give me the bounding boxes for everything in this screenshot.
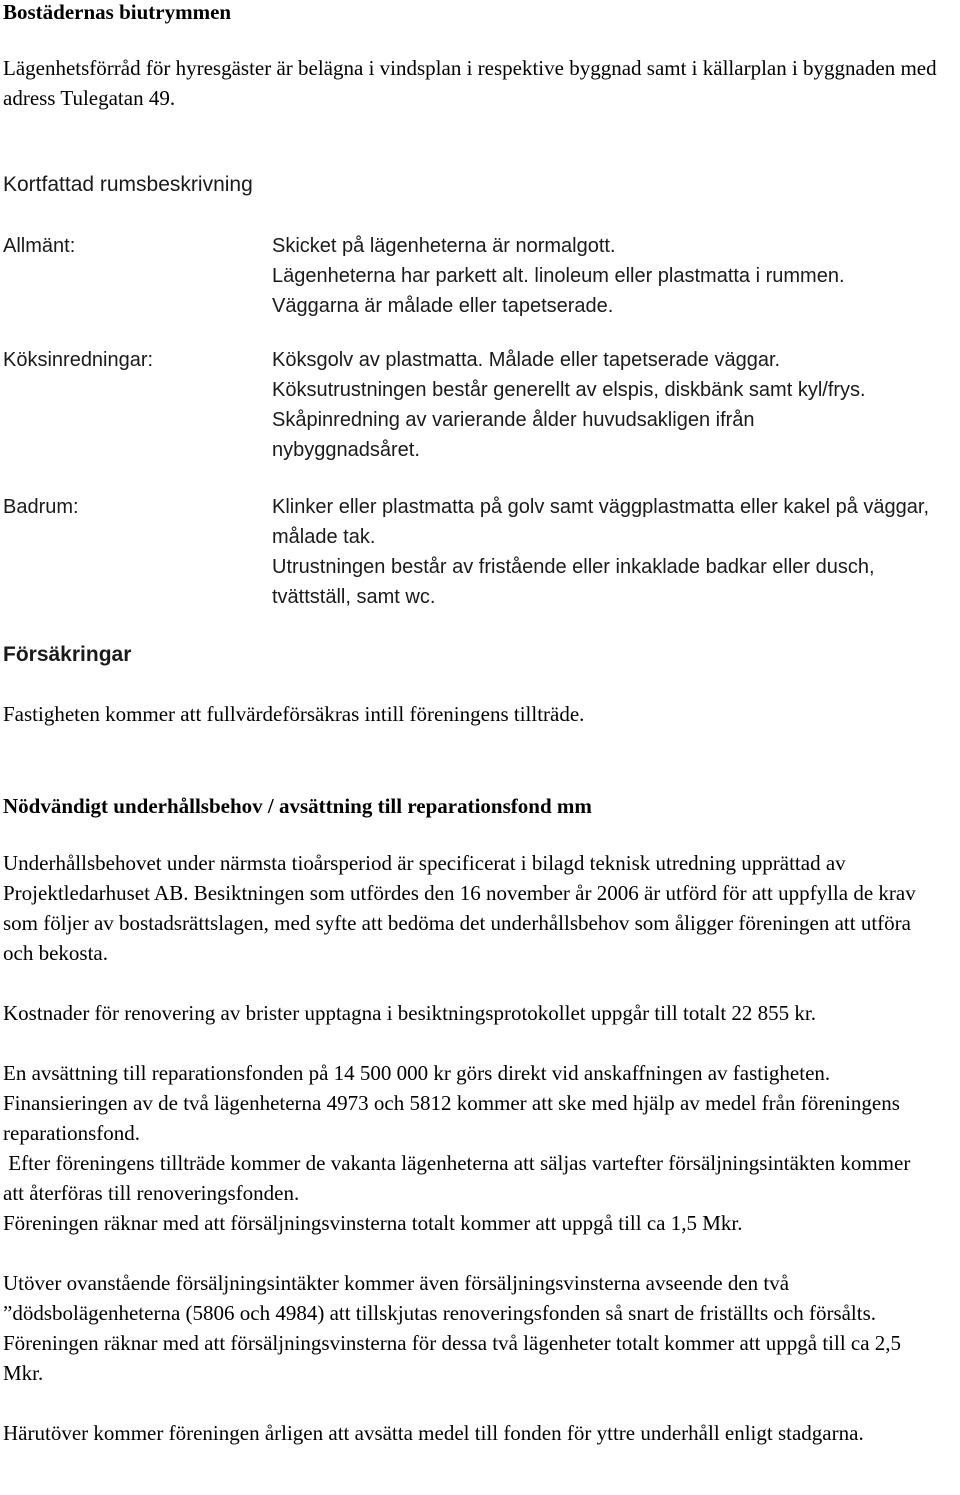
paragraph: Utöver ovanstående försäljningsintäkter kommer även försäljningsvinsterna avseende den två ”dödsbolägenheterna (5806 och 4984) att tillskjutas renoveringsfonden så snart de friställts och försålts. Föreningen räknar med att försäljningsvinsterna för dessa två lägenheter totalt kommer att uppgå till ca 2,5 Mkr.	[3, 1271, 902, 1385]
paragraph: Efter föreningens tillträde kommer de vakanta lägenheterna att säljas vartefter försäljningsintäkten kommer att återföras till renoveringsfonden.	[3, 1151, 916, 1205]
paragraph: Kostnader för renovering av brister upptagna i besiktningsprotokollet uppgår till totalt 22 855 kr.	[3, 1001, 817, 1025]
room-label: Badrum:	[3, 496, 79, 518]
section-rumsbeskrivning	[3, 170, 957, 200]
section-underhall	[3, 791, 957, 821]
room-description	[272, 345, 942, 465]
section-heading: Bostädernas biutrymmen	[3, 0, 232, 24]
room-description	[272, 231, 942, 321]
paragraph: Fastigheten kommer att fullvärdeförsäkras intill föreningens tillträde.	[3, 702, 585, 726]
section-underhall-body	[3, 848, 933, 1448]
paragraph: Underhållsbehovet under närmsta tioårsperiod är specificerat i bilagd teknisk utredning upprättad av Projektledarhuset AB. Besiktningen som utfördes den 16 november år 2006 är utförd för att uppfylla de krav som följer av bostadsrättslagen, med syfte att bedöma det underhållsbehov som åligger föreningen att utföra och bekosta.	[3, 851, 916, 965]
section-heading: Kortfattad rumsbeskrivning	[3, 173, 253, 196]
room-description	[272, 492, 942, 612]
section-biutrymmen-body	[3, 53, 953, 113]
section-forsakringar-body	[3, 699, 957, 729]
description-line: Köksgolv av plastmatta. Målade eller tapetserade väggar.	[272, 349, 781, 371]
paragraph: Härutöver kommer föreningen årligen att avsätta medel till fonden för yttre underhåll enligt stadgarna.	[3, 1421, 864, 1445]
section-biutrymmen	[3, 0, 957, 27]
description-line: Skicket på lägenheterna är normalgott.	[272, 235, 616, 257]
room-label: Allmänt:	[3, 235, 76, 257]
description-line: Köksutrustningen består generellt av elspis, diskbänk samt kyl/frys.	[272, 379, 866, 401]
paragraph: Lägenhetsförråd för hyresgäster är belägna i vindsplan i respektive byggnad samt i källarplan i byggnaden med adress Tulegatan 49.	[3, 56, 937, 110]
description-line: Väggarna är målade eller tapetserade.	[272, 295, 614, 317]
description-line: Klinker eller plastmatta på golv samt väggplastmatta eller kakel på väggar, målade tak.	[272, 496, 930, 548]
room-label: Köksinredningar:	[3, 349, 154, 371]
section-heading: Försäkringar	[3, 643, 132, 666]
description-line: Skåpinredning av varierande ålder huvudsakligen ifrån nybyggnadsåret.	[272, 409, 755, 461]
paragraph: Föreningen räknar med att försäljningsvinsterna totalt kommer att uppgå till ca 1,5 Mkr.	[3, 1211, 743, 1235]
description-line: Utrustningen består av fristående eller inkaklade badkar eller dusch, tvättställ, samt wc.	[272, 556, 875, 608]
section-forsakringar	[3, 640, 957, 670]
paragraph: En avsättning till reparationsfonden på 14 500 000 kr görs direkt vid anskaffningen av fastigheten. Finansieringen av de två lägenheterna 4973 och 5812 kommer att ske med hjälp av medel från föreningens reparationsfond.	[3, 1061, 900, 1145]
description-line: Lägenheterna har parkett alt. linoleum eller plastmatta i rummen.	[272, 265, 845, 287]
section-heading: Nödvändigt underhållsbehov / avsättning till reparationsfond mm	[3, 794, 592, 818]
